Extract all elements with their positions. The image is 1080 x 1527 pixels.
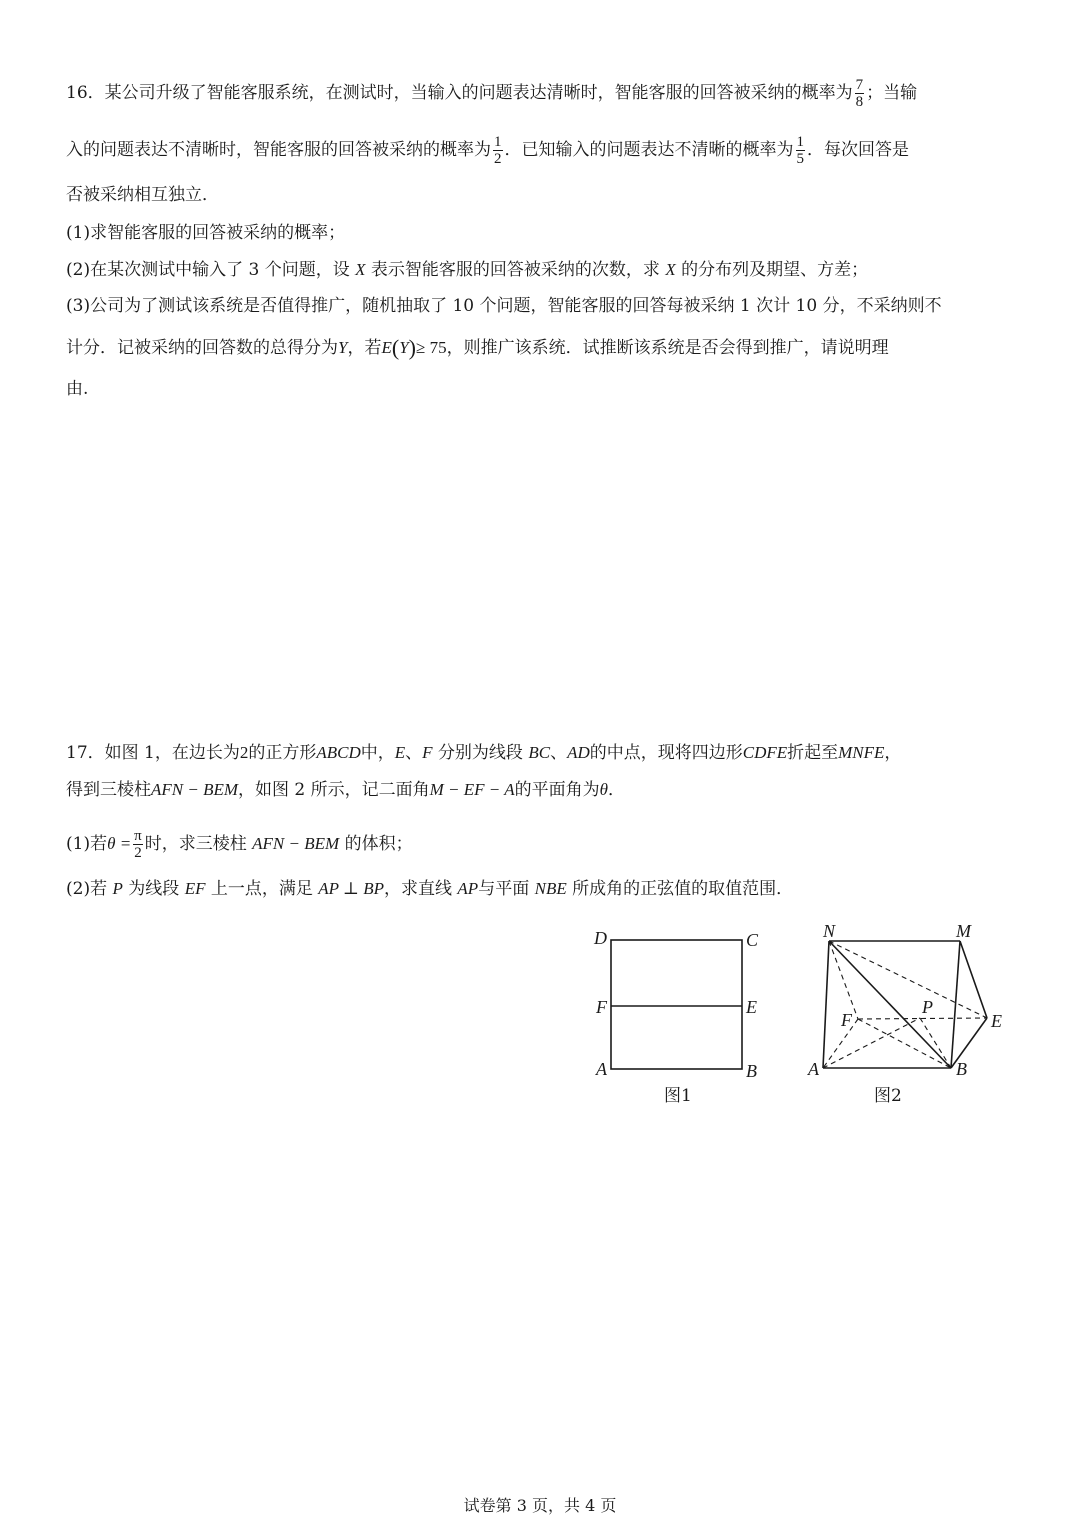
q17-part-2-text-e: 与平面 xyxy=(478,879,530,899)
fraction-numerator: 1 xyxy=(494,134,502,150)
edge-mb xyxy=(951,941,960,1068)
fraction-numerator: π xyxy=(134,828,142,844)
dihedral-angle: M − EF − A xyxy=(429,780,515,799)
prism-afn-bem: AFN − BEM xyxy=(252,834,340,853)
q16-part-2-text-b: 表示智能客服的回答被采纳的次数，求 xyxy=(370,260,660,280)
fraction-7-8 xyxy=(855,77,865,110)
q17-part-2-text-b: 为线段 xyxy=(128,879,180,899)
side-length: 2 xyxy=(239,743,249,762)
fig1-label-c: C xyxy=(746,930,759,950)
fig2-label-e: E xyxy=(991,1011,1002,1031)
q17-text-2a: 得到三棱柱 xyxy=(66,780,151,800)
q16-text-3: 否被采纳相互独立． xyxy=(66,185,219,205)
fig1-label-f: F xyxy=(596,997,607,1017)
fraction-denominator: 5 xyxy=(796,151,804,167)
point-e: E xyxy=(394,743,406,762)
fraction-pi-2 xyxy=(133,828,143,861)
q16-line-1 xyxy=(66,77,917,110)
segment-bc: BC xyxy=(528,743,551,762)
q17-text-1b: 的正方形 xyxy=(248,743,317,763)
q16-part-3 xyxy=(66,294,942,318)
fig1-caption: 图1 xyxy=(664,1086,692,1106)
fraction-1-2 xyxy=(493,134,503,167)
theta: θ xyxy=(599,780,608,799)
q17-text-2d: ． xyxy=(607,780,625,800)
q16-text-1a: 16．某公司升级了智能客服系统，在测试时，当输入的问题表达清晰时，智能客服的回答被采纳的概率为 xyxy=(66,83,853,103)
fig1-label-e: E xyxy=(746,997,757,1017)
prism-afn-bem: AFN − BEM xyxy=(151,780,239,799)
q17-text-1c: 中， xyxy=(360,743,395,763)
q16-part-1 xyxy=(66,221,345,245)
q17-part-1-text-b: 时，求三棱柱 xyxy=(144,834,247,854)
segment-ad: AD xyxy=(567,743,590,762)
dashed-fe xyxy=(858,1018,987,1019)
fraction-1-5 xyxy=(796,134,806,167)
q16-part-3-line-3 xyxy=(66,377,88,401)
q16-text-1b: ；当输 xyxy=(866,83,918,103)
q16-line-2 xyxy=(66,134,909,167)
fig1-label-b: B xyxy=(746,1061,757,1081)
perpendicular-condition: AP ⊥ BP xyxy=(318,879,385,898)
q17-part-1 xyxy=(66,828,413,861)
fig1-label-d: D xyxy=(594,928,607,948)
dashed-ne xyxy=(829,941,987,1018)
q17-text-1d: 分别为线段 xyxy=(437,743,523,763)
square-outline xyxy=(611,940,742,1069)
q17-text-1f: 折起至 xyxy=(787,743,839,763)
q17-part-2-text-f: 所成角的正弦值的取值范围． xyxy=(572,879,794,899)
fig1-label-a: A xyxy=(596,1059,607,1079)
q16-part-2-text-a: (2)在某次测试中输入了 3 个问题，设 xyxy=(66,260,350,280)
plane-nbe: NBE xyxy=(534,879,567,898)
point-f: F xyxy=(422,743,433,762)
threshold: ≥ 75 xyxy=(415,338,447,357)
theta-equals: θ = xyxy=(107,834,132,853)
quad-mnfe: MNFE xyxy=(838,743,885,762)
q17-text-2b: ，如图 2 所示，记二面角 xyxy=(238,780,430,800)
fraction-numerator: 1 xyxy=(796,134,804,150)
paren-open: ( xyxy=(391,335,400,360)
variable-x: X xyxy=(355,260,366,279)
q17-part-1-text-c: 的体积； xyxy=(344,834,413,854)
separator: 、 xyxy=(550,743,568,763)
fraction-denominator: 8 xyxy=(855,94,864,110)
fig2-label-f: F xyxy=(841,1010,852,1030)
fig2-caption: 图2 xyxy=(874,1086,902,1106)
edge-na xyxy=(823,941,829,1068)
fraction-denominator: 2 xyxy=(494,151,502,167)
q16-part-3-text-a: (3)公司为了测试该系统是否值得推广，随机抽取了 10 个问题，智能客服的回答每被采纳 1 次计 10 分，不采纳则不 xyxy=(66,296,942,316)
q16-text-2c: ．每次回答是 xyxy=(807,140,909,160)
expectation-y: Y xyxy=(399,338,409,357)
dashed-nf xyxy=(829,941,858,1019)
q16-line-3 xyxy=(66,183,219,207)
variable-y: Y xyxy=(338,338,348,357)
variable-x: X xyxy=(665,260,676,279)
separator: 、 xyxy=(405,743,423,763)
quad-cdfe: CDFE xyxy=(742,743,788,762)
expectation-e: E xyxy=(381,338,392,357)
q17-part-2-text-c: 上一点，满足 xyxy=(210,879,313,899)
q17-line-1 xyxy=(66,741,901,765)
q16-text-2a: 入的问题表达不清晰时，智能客服的回答被采纳的概率为 xyxy=(66,140,491,160)
q16-part-3-text-d: ，则推广该系统．试推断该系统是否会得到推广，请说明理 xyxy=(446,338,889,358)
segment-ef: EF xyxy=(184,879,206,898)
dashed-ap xyxy=(823,1018,920,1068)
q17-part-1-text-a: (1)若 xyxy=(66,834,108,854)
q16-part-3-text-b: 计分．记被采纳的回答数的总得分为 xyxy=(66,338,338,358)
q17-line-2 xyxy=(66,778,625,802)
dashed-fb xyxy=(858,1019,951,1068)
line-ap: AP xyxy=(457,879,479,898)
square-abcd: ABCD xyxy=(316,743,361,762)
q16-text-2b: ．已知输入的问题表达不清晰的概率为 xyxy=(504,140,794,160)
fraction-denominator: 2 xyxy=(134,845,142,861)
q17-text-1g: ， xyxy=(884,743,902,763)
edge-me xyxy=(960,941,987,1018)
q16-part-3-text-c: ，若 xyxy=(347,338,382,358)
q16-part-2 xyxy=(66,258,868,282)
q16-part-3-text-e: 由. xyxy=(66,379,89,399)
fig2-label-a: A xyxy=(808,1059,819,1079)
page-footer: 试卷第 3 页，共 4 页 xyxy=(463,1496,617,1515)
q17-part-2-text-a: (2)若 xyxy=(66,879,108,899)
q16-part-2-text-c: 的分布列及期望、方差； xyxy=(681,260,869,280)
paren-close: ) xyxy=(408,335,416,360)
fig2-label-m: M xyxy=(956,921,971,941)
q16-part-3-line-2 xyxy=(66,336,889,360)
q16-part-1-text: (1)求智能客服的回答被采纳的概率； xyxy=(66,223,346,243)
q17-text-2c: 的平面角为 xyxy=(514,780,600,800)
q17-text-1a: 17．如图 1，在边长为 xyxy=(66,743,240,763)
fig2-label-n: N xyxy=(823,921,836,941)
dashed-pb xyxy=(920,1018,951,1068)
point-p: P xyxy=(112,879,123,898)
fig2-label-p: P xyxy=(922,997,933,1017)
q17-part-2-text-d: ，求直线 xyxy=(384,879,453,899)
q17-part-2 xyxy=(66,877,793,901)
fraction-numerator: 7 xyxy=(855,77,864,93)
q17-text-1e: 的中点，现将四边形 xyxy=(589,743,743,763)
figure-2-prism xyxy=(823,941,987,1068)
fig2-label-b: B xyxy=(956,1059,967,1079)
